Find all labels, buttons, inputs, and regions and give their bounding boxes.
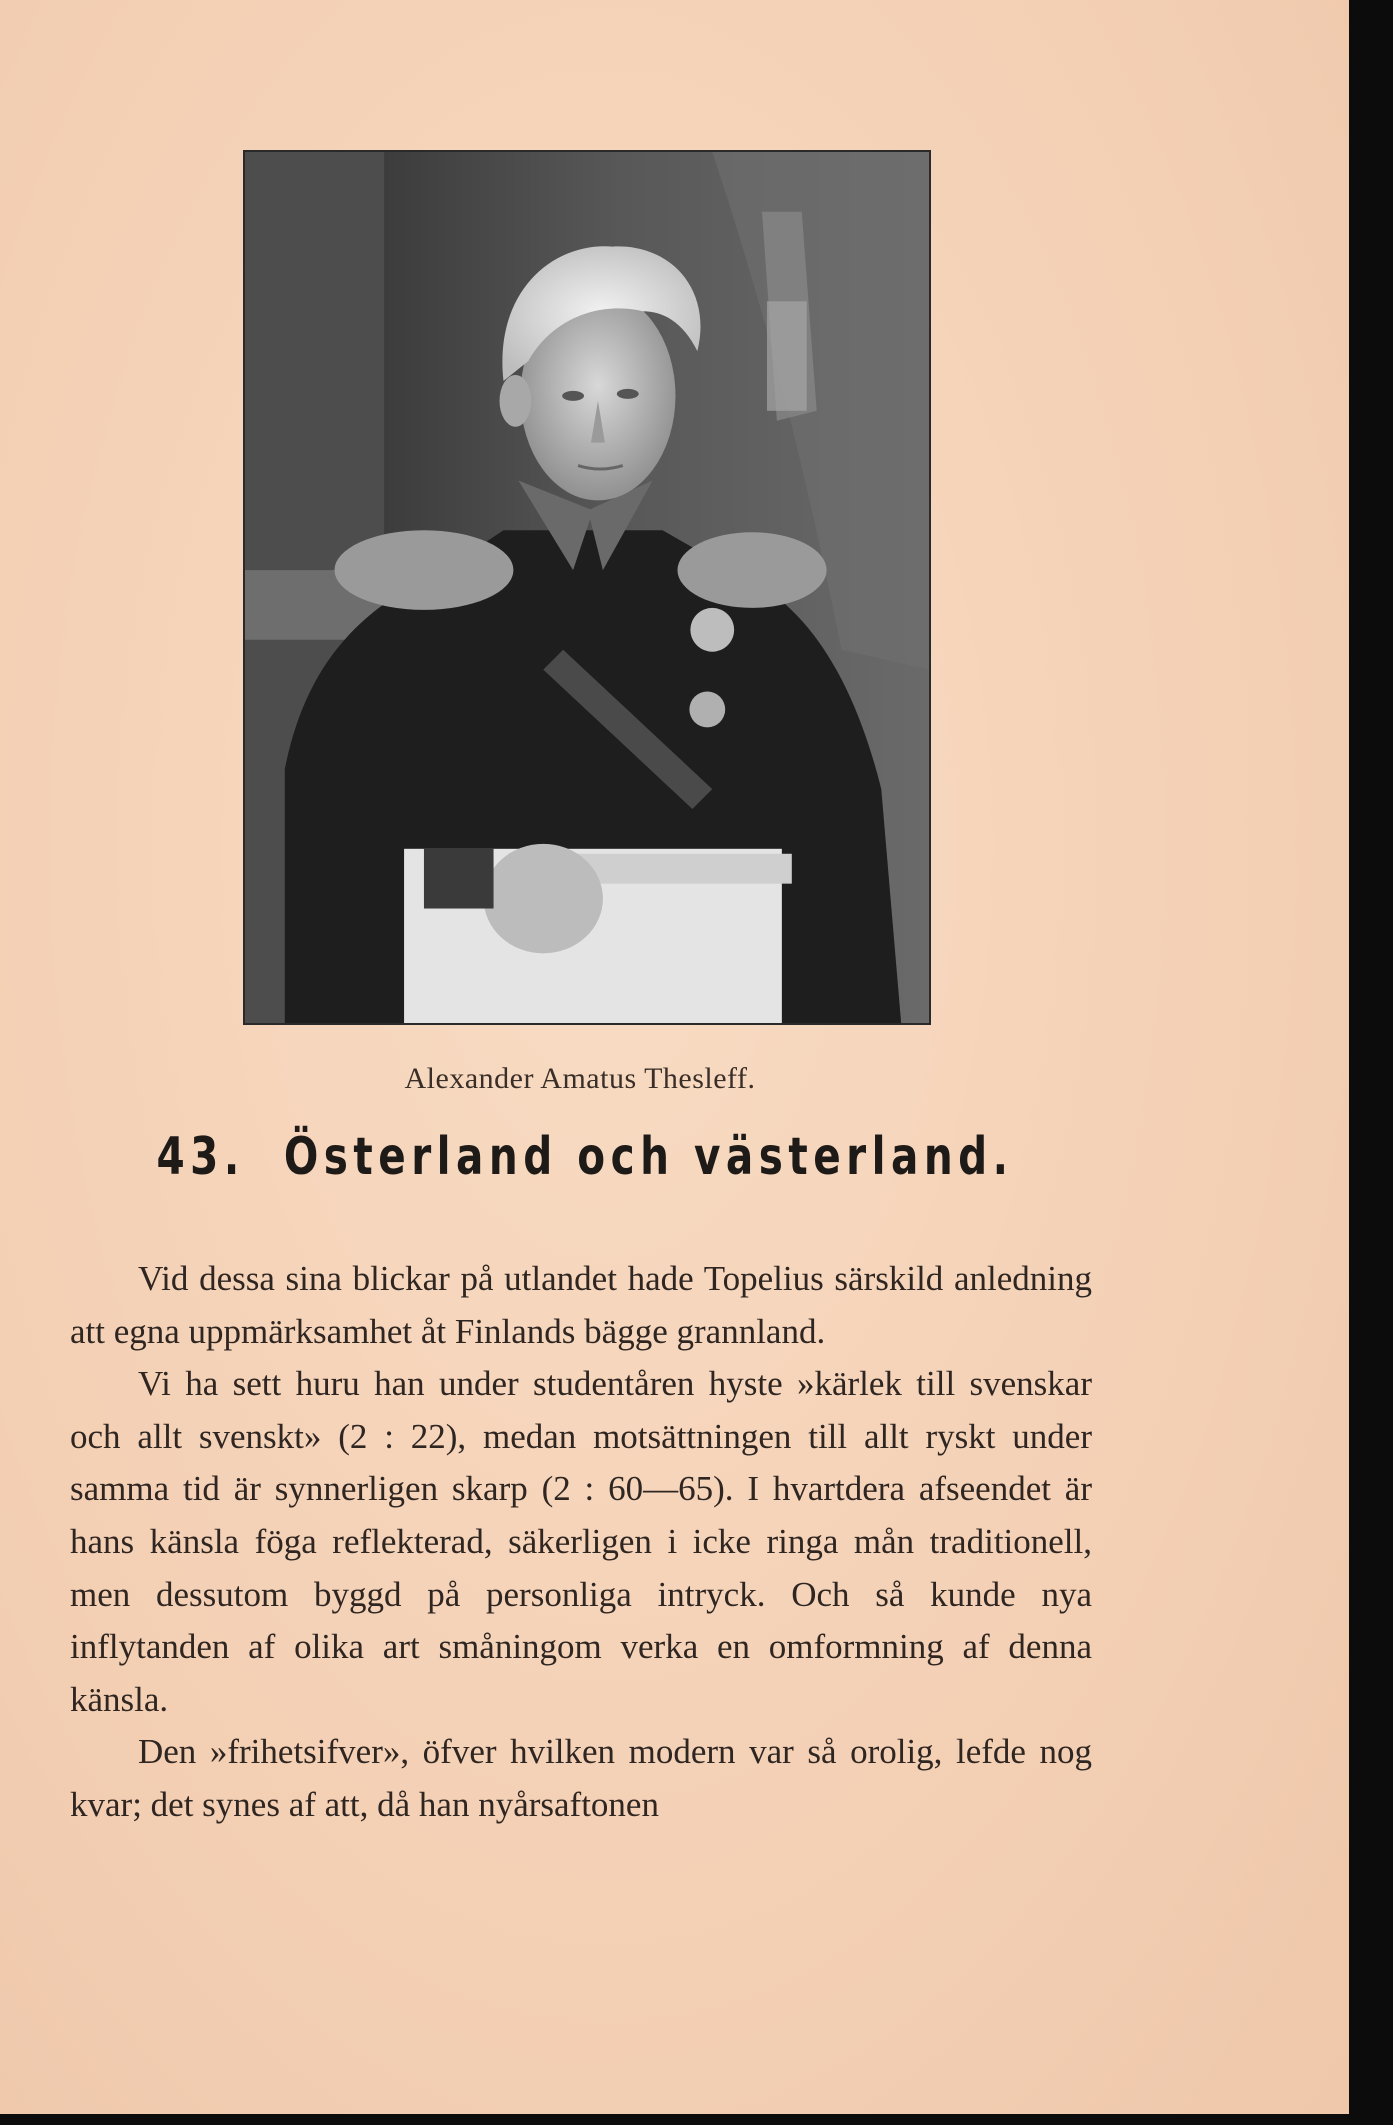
figure-caption: Alexander Amatus Thesleff. [404,1062,756,1095]
section-heading [129,1127,1042,1187]
section-number: 43. [156,1127,245,1187]
body-text [70,1253,1092,1832]
section-title: Österland och västerland. [283,1127,1014,1187]
paragraph-2: Vi ha sett huru han under studentåren hyste »kärlek till svenskar och allt svenskt» (2 : 22), medan motsättningen till allt ryskt under samma tid är synnerligen skarp (2 : 60—65). I hvartdera afseendet är hans känsla föga reflekterad, säkerligen i icke ringa mån traditionell, men dessutom byggd på personliga intryck. Och så kunde nya inflytanden af olika art småningom verka en omformning af denna känsla. [70,1364,1092,1719]
portrait-illustration [245,152,929,1023]
paragraph-3: Den »frihetsifver», öfver hvilken modern var så orolig, lefde nog kvar; det synes af att, då han nyårsaftonen [70,1732,1092,1824]
paragraph-1: Vid dessa sina blickar på utlandet hade Topelius särskild anledning att egna uppmärksamhet åt Finlands bägge grannland. [70,1259,1092,1351]
portrait-image [243,150,931,1025]
